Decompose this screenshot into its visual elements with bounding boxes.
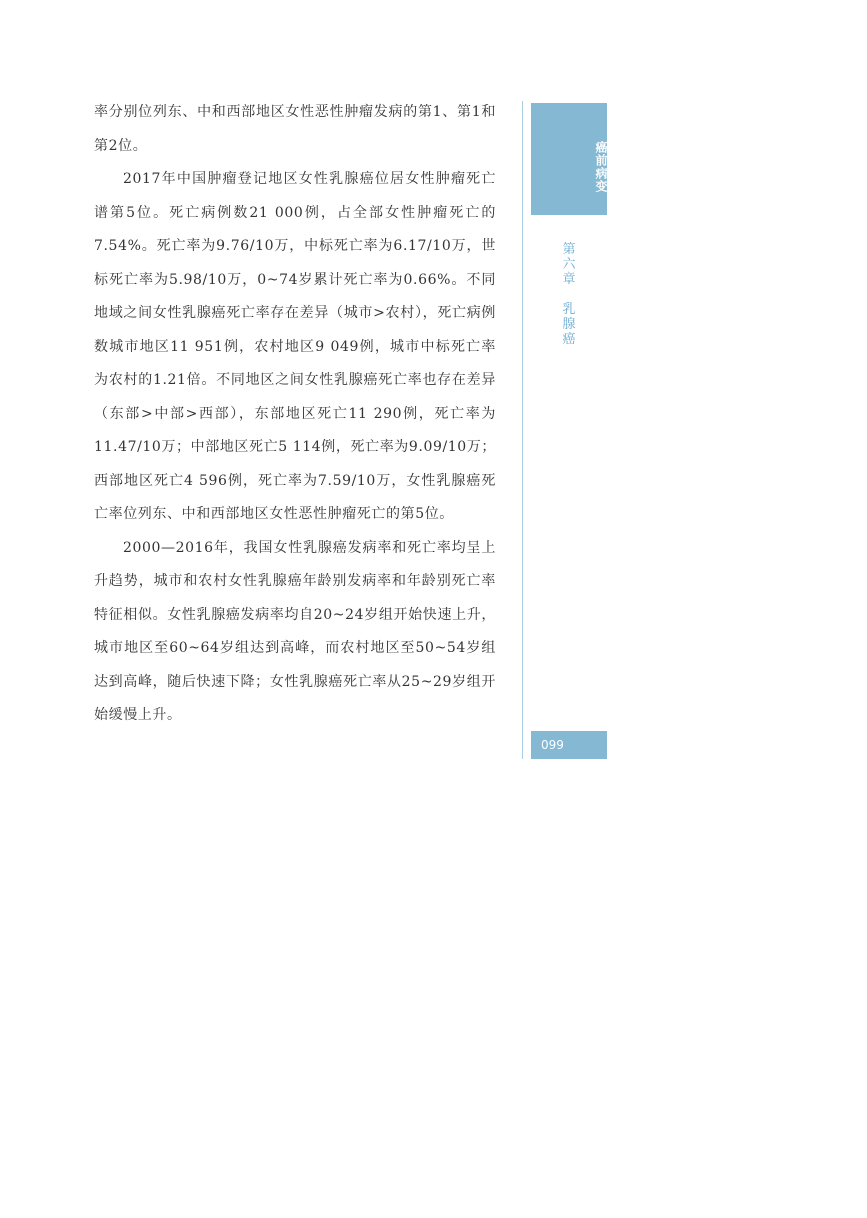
chapter-number-char: 章	[562, 272, 576, 287]
chapter-title-char: 腺	[562, 317, 576, 332]
section-title: 癌前病变	[594, 141, 608, 193]
section-tab	[531, 103, 607, 215]
chapter-title-char: 乳	[562, 302, 576, 317]
chapter-title-char: 癌	[562, 332, 576, 347]
vertical-divider	[522, 101, 523, 759]
paragraph-trend-2000-2016: 2000—2016年，我国女性乳腺癌发病率和死亡率均呈上升趋势，城市和农村女性乳腺癌年龄别发病率和年龄别死亡率特征相似。女性乳腺癌发病率均自20~24岁组开始快速上升，城市地区至60~64岁组达到高峰，而农村地区至50~54岁组达到高峰，随后快速下降；女性乳腺癌死亡率从25~29岁组开始缓慢上升。	[94, 539, 496, 723]
paragraph-mortality-2017: 2017年中国肿瘤登记地区女性乳腺癌位居女性肿瘤死亡谱第5位。死亡病例数21 000例，占全部女性肿瘤死亡的7.54%。死亡率为9.76/10万，中标死亡率为6.17/10万，世标死亡率为5.98/10万，0~74岁累计死亡率为0.66%。不同地域之间女性乳腺癌死亡率存在差异（城市>农村），死亡病例数城市地区11 951例，农村地区9 049例，城市中标死亡率为农村的1.21倍。不同地区之间女性乳腺癌死亡率也存在差异（东部>中部>西部），东部地区死亡11 290例，死亡率为11.47/10万；中部地区死亡5 114例，死亡率为9.09/10万；西部地区死亡4 596例，死亡率为7.59/10万，女性乳腺癌死亡率位列东、中和西部地区女性恶性肿瘤死亡的第5位。	[94, 171, 496, 522]
body-text-column	[94, 96, 496, 733]
chapter-number-char: 第	[562, 242, 576, 257]
page-number: 099	[541, 738, 564, 752]
chapter-number-char: 六	[562, 257, 576, 272]
page-number-tab	[531, 731, 607, 759]
paragraph-continuation: 率分别位列东、中和西部地区女性恶性肿瘤发病的第1、第1和第2位。	[94, 104, 496, 154]
chapter-label	[531, 242, 607, 347]
